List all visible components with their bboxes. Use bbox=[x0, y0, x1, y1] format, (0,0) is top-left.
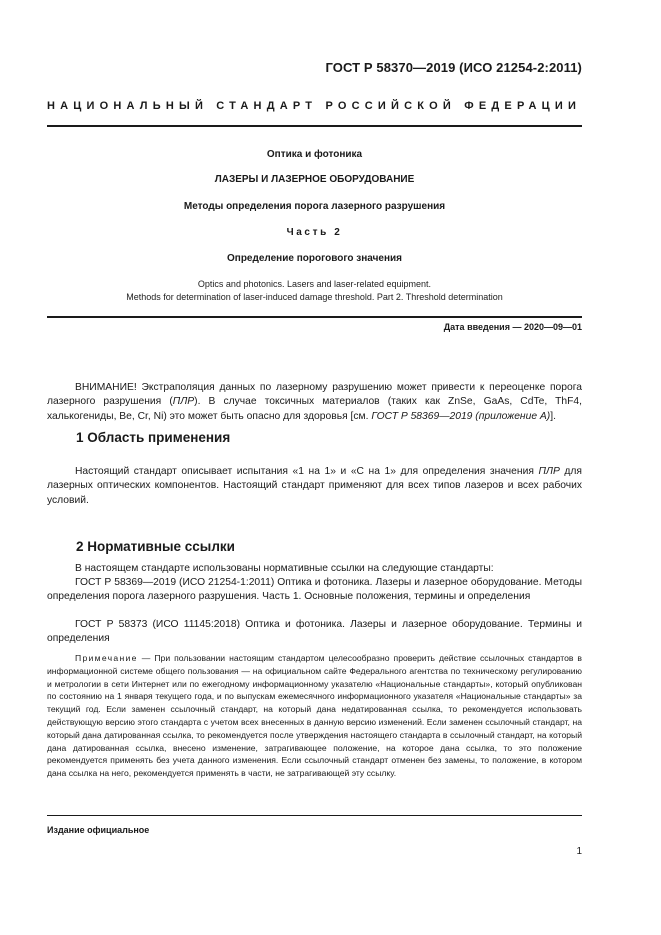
title-line-3: Методы определения порога лазерного разрушения bbox=[183, 201, 446, 212]
national-standard-heading: НАЦИОНАЛЬНЫЙ СТАНДАРТ РОССИЙСКОЙ ФЕДЕРАЦИИ bbox=[47, 100, 582, 112]
page-number: 1 bbox=[576, 846, 582, 857]
section-1-text-b: для лазерных оптических компонентов. Настоящий стандарт применяют для всех типов лазеров и всех рабочих условий. bbox=[47, 466, 583, 506]
english-title-line-2: Methods for determination of laser-induced damage threshold. Part 2. Threshold determination bbox=[126, 292, 503, 302]
note-label: Примечание bbox=[75, 653, 138, 663]
header-rule bbox=[47, 125, 582, 127]
warning-abbr: ПЛР bbox=[172, 396, 195, 408]
warning-text-b: ). В случае токсичных материалов (таких как ZnSe, GaAs, CdTe, ThF4, халькогениды, Be, Cr, Ni) это может быть опасно для здоровья [см. bbox=[47, 396, 582, 422]
section-2-ref-2: ГОСТ Р 58373 (ИСО 11145:2018) Оптика и фотоника. Лазеры и лазерное оборудование. Термины и определения bbox=[47, 619, 582, 645]
section-2-ref-1: ГОСТ Р 58369—2019 (ИСО 21254-1:2011) Оптика и фотоника. Лазеры и лазерное оборудование. Методы определения порога лазерного разрушения. Часть 1. Основные положения, термины и определения bbox=[47, 577, 582, 603]
warning-text-c: ]. bbox=[550, 410, 556, 422]
official-edition-label: Издание официальное bbox=[47, 825, 150, 835]
subtitle: Определение порогового значения bbox=[227, 253, 402, 264]
english-title-line-1: Optics and photonics. Lasers and laser-related equipment. bbox=[197, 279, 432, 289]
section-1-heading: 1 Область применения bbox=[76, 430, 231, 445]
section-2-intro: В настоящем стандарте использованы нормативные ссылки на следующие стандарты: bbox=[75, 563, 494, 574]
part-label: Часть 2 bbox=[286, 227, 343, 238]
intro-date: Дата введения — 2020—09—01 bbox=[443, 322, 582, 332]
section-1-paragraph bbox=[47, 465, 582, 508]
footer-rule bbox=[47, 815, 582, 816]
title-rule bbox=[47, 316, 582, 318]
section-2-note bbox=[47, 652, 582, 780]
note-text: — При пользовании настоящим стандартом целесообразно проверить действие ссылочных стандартов в информационной системе общего пользования — на официальном сайте Федерального агентства по техническому регулированию и метрологии в сети Интернет или по ежегодному информационному указателю «Национальные стандарты», который опубликован по состоянию на 1 января текущего года, и по выпускам ежемесячного информационного указателя «Национальные стандарты» за текущий год. Если заменен ссылочный стандарт, на который дана недатированная ссылка, то рекомендуется использовать действующую версию этого стандарта с учетом всех внесенных в данную версию изменений. Если заменен ссылочный стандарт, на который дана датированная ссылка, то рекомендуется после утверждения настоящего стандарта в ссылочный стандарт, на который дана датированная ссылка, внесено изменение, затрагивающее положение, на которое дана ссылка, то это положение рекомендуется применять без учета данного изменения. Если ссылочный стандарт отменен без замены, то положение, в котором дана ссылка на него, рекомендуется применять в части, не затрагивающей эту ссылку. bbox=[47, 653, 582, 779]
warning-ref: ГОСТ Р 58369—2019 (приложение А) bbox=[371, 410, 551, 422]
document-code: ГОСТ Р 58370—2019 (ИСО 21254-2:2011) bbox=[325, 60, 582, 75]
section-1-abbr: ПЛР bbox=[538, 466, 560, 477]
title-line-2: ЛАЗЕРЫ И ЛАЗЕРНОЕ ОБОРУДОВАНИЕ bbox=[214, 174, 415, 185]
title-line-1: Оптика и фотоника bbox=[266, 149, 363, 160]
section-1-text-a: Настоящий стандарт описывает испытания «1 на 1» и «С на 1» для определения значения bbox=[75, 466, 539, 477]
warning-text-a: ВНИМАНИЕ! Экстраполяция данных по лазерному разрушению может привести к переоценке порога лазерного разрушения ( bbox=[47, 382, 582, 408]
warning-paragraph bbox=[47, 381, 582, 424]
section-2-heading: 2 Нормативные ссылки bbox=[76, 539, 235, 554]
